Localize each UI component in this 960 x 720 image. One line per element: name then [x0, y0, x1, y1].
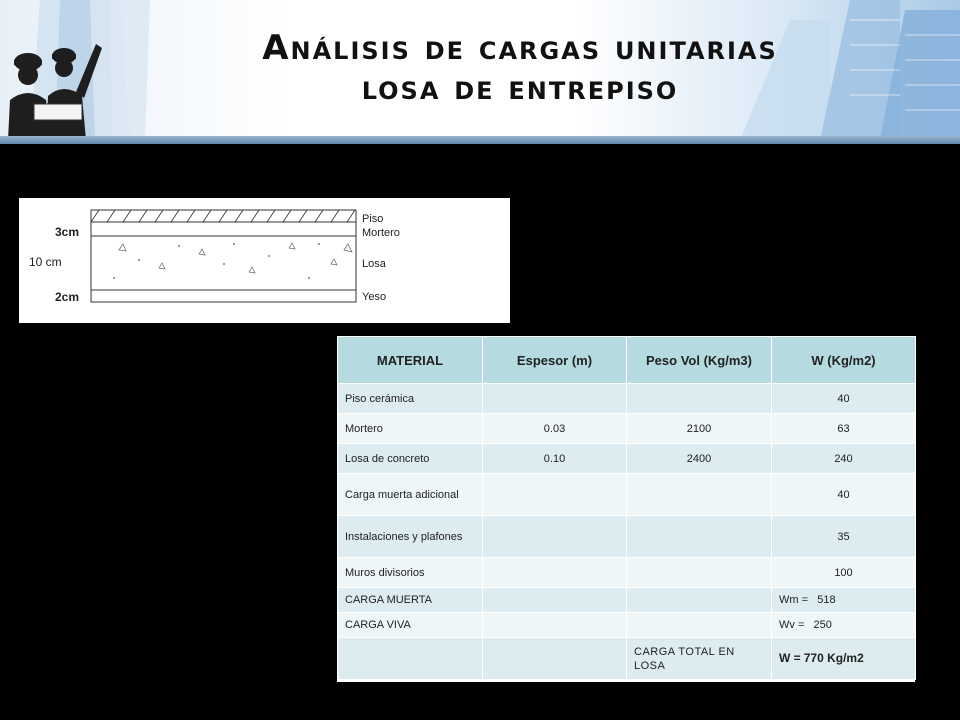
cell-empty — [483, 588, 627, 613]
layer-label-yeso: Yeso — [362, 291, 387, 303]
cell-material: Mortero — [338, 414, 483, 444]
cell-empty — [483, 613, 627, 638]
carga-total-label — [627, 638, 772, 680]
cell-material: Carga muerta adicional — [338, 474, 483, 516]
carga-muerta-w — [772, 588, 916, 613]
table-header-row — [338, 337, 916, 384]
mortero-layer — [91, 222, 356, 236]
carga-total-w — [772, 638, 916, 680]
header-material: MATERIAL — [338, 337, 483, 384]
cell-empty — [483, 638, 627, 680]
cell-material: Losa de concreto — [338, 444, 483, 474]
layer-label-losa: Losa — [362, 258, 386, 270]
cell-empty — [627, 588, 772, 613]
cell-w: 63 — [772, 414, 916, 444]
layer-label-mortero: Mortero — [362, 227, 400, 239]
title-line-2: losa de entrepiso — [361, 68, 679, 108]
thickness-label-yeso: 2cm — [55, 290, 80, 304]
cell-peso: 2400 — [627, 444, 772, 474]
thickness-label-losa: 10 cm — [29, 255, 62, 269]
cell-w: 100 — [772, 558, 916, 588]
table-row — [338, 474, 916, 516]
cell-peso — [627, 558, 772, 588]
header-divider — [0, 136, 960, 144]
yeso-layer — [91, 290, 356, 302]
loads-table-container — [337, 336, 915, 682]
cell-w: 40 — [772, 384, 916, 414]
header-banner — [0, 0, 960, 140]
carga-viva-w — [772, 613, 916, 638]
page-title — [160, 28, 880, 108]
carga-total-w-value: 770 Kg/m2 — [803, 651, 864, 665]
carga-viva-w-value: 250 — [813, 619, 832, 631]
header-espesor: Espesor (m) — [483, 337, 627, 384]
cell-w: 40 — [772, 474, 916, 516]
header-peso-vol: Peso Vol (Kg/m3) — [627, 337, 772, 384]
carga-viva-label: CARGA VIVA — [338, 613, 483, 638]
carga-viva-w-label: Wv = — [779, 619, 805, 631]
carga-muerta-label: CARGA MUERTA — [338, 588, 483, 613]
cell-peso: 2100 — [627, 414, 772, 444]
carga-muerta-w-value: 518 — [817, 594, 836, 606]
title-line-1: Análisis de cargas unitarias — [262, 28, 778, 68]
cell-peso — [627, 474, 772, 516]
table-row — [338, 444, 916, 474]
carga-muerta-row — [338, 588, 916, 613]
carga-viva-row — [338, 613, 916, 638]
cell-espesor: 0.10 — [483, 444, 627, 474]
losa-layer — [91, 236, 356, 290]
cell-espesor — [483, 384, 627, 414]
table-row — [338, 384, 916, 414]
cell-empty — [338, 638, 483, 680]
carga-total-label-text: CARGA TOTAL EN LOSA — [634, 645, 735, 672]
cell-peso — [627, 384, 772, 414]
thickness-label-mortero: 3cm — [55, 225, 80, 239]
header-w: W (Kg/m2) — [772, 337, 916, 384]
loads-table — [337, 336, 916, 680]
cell-espesor — [483, 558, 627, 588]
slab-section-diagram — [19, 198, 510, 323]
cell-w: 240 — [772, 444, 916, 474]
slab-section-svg — [19, 198, 510, 323]
cell-espesor — [483, 516, 627, 558]
cell-material: Instalaciones y plafones — [338, 516, 483, 558]
layer-label-piso: Piso — [362, 213, 384, 225]
cell-peso — [627, 516, 772, 558]
table-row — [338, 414, 916, 444]
carga-total-row — [338, 638, 916, 680]
cell-material: Piso cerámica — [338, 384, 483, 414]
carga-total-w-label: W = — [779, 651, 801, 665]
cell-material: Muros divisorios — [338, 558, 483, 588]
cell-espesor — [483, 474, 627, 516]
cell-w: 35 — [772, 516, 916, 558]
cell-espesor: 0.03 — [483, 414, 627, 444]
cell-empty — [627, 613, 772, 638]
table-row — [338, 516, 916, 558]
carga-muerta-w-label: Wm = — [779, 594, 809, 606]
table-row — [338, 558, 916, 588]
